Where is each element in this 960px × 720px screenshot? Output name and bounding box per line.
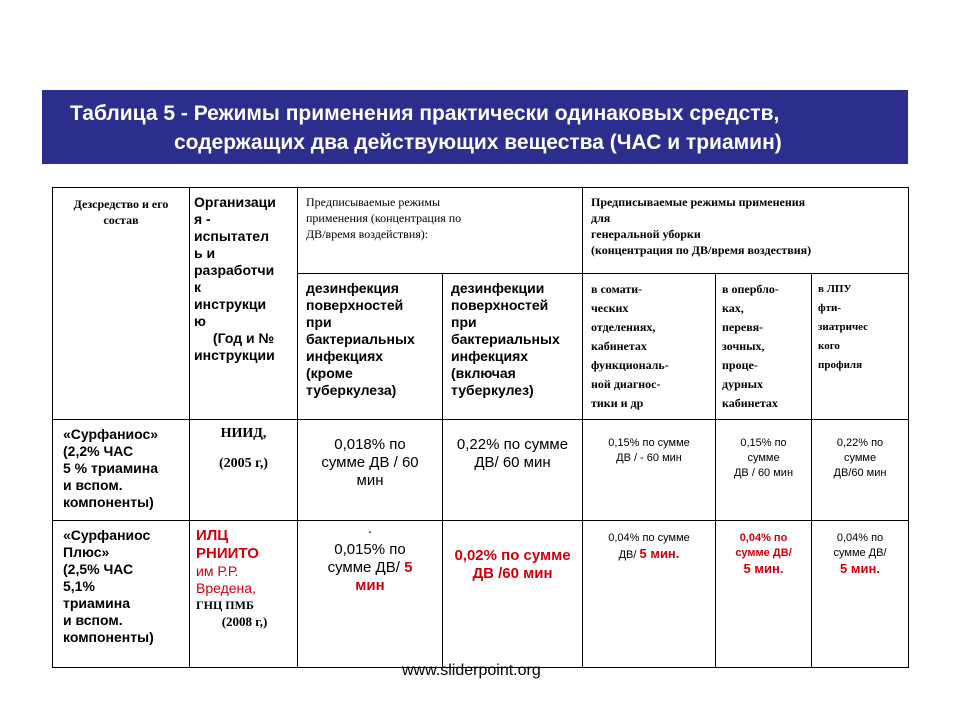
organization-cell [190,420,298,521]
header-sub-tb-facility [812,274,909,420]
regime-cell [443,521,583,668]
header-sub-line: дурных [722,377,764,391]
regime-line: 0,04% по [739,532,788,544]
instruction-year: (2008 г,) [221,614,268,629]
header-organization [190,188,298,420]
header-group-regimes [298,188,583,274]
header-sub-line: тики и др [591,396,644,410]
product-line: триамина [63,595,131,611]
header-group-line: для [591,211,611,225]
header-sub-line: при [451,314,477,330]
regime-cell [812,521,909,668]
organization-name: ГНЦ ПМБ [196,598,254,612]
header-sub-line: кого [818,340,840,352]
header-sub-line: профиля [818,359,863,371]
header-org-line: к [194,279,202,295]
organization-name: НИИД, [220,426,267,441]
header-product-label: Дезсредство и его состав [73,197,169,227]
regime-line: 0,15% по [740,437,787,449]
product-line: (2,5% ЧАС [63,561,134,577]
regime-line: ДВ/60 мин [833,467,887,479]
header-org-line: Организаци [194,194,276,210]
header-sub-line: (включая [451,365,516,381]
regime-line: ДВ/ [618,549,637,561]
header-sub-line: инфекциях [451,348,529,364]
organization-name: РНИИТО [196,545,259,562]
footer-website: www.sliderpoint.org [402,662,541,679]
product-cell [53,521,190,668]
regime-line: 0,04% по [836,532,884,544]
header-sub-line: ческих [591,301,629,315]
header-group-line: ДВ/время воздействия): [306,227,429,241]
product-line: 5 % триамина [63,460,159,476]
organization-name: Вредена, [196,580,256,596]
regimes-table [52,187,909,668]
header-sub-line: в оперблo- [722,282,779,296]
regime-line: 0,22% по [836,437,884,449]
header-sub-line: отделениях, [591,320,656,334]
header-product [53,188,190,420]
header-sub-line: поверхностей [451,297,549,313]
header-sub-line: перевя- [722,320,764,334]
product-line: и вспом. [63,612,123,628]
regime-line: сумме ДВ/ [327,559,400,576]
header-sub-line: ках, [722,301,744,315]
header-sub-line: кабинетах [722,396,778,410]
organization-name: ИЛЦ [196,527,229,544]
product-line: компоненты) [63,629,154,645]
header-sub-line: проце- [722,358,758,372]
header-org-line: испытател [194,228,269,244]
instruction-year: (2005 г,) [218,456,269,471]
product-line: Плюс» [63,544,110,560]
header-sub-line: ной диагнос- [591,377,661,391]
header-sub-line: при [306,314,332,330]
regime-line: 0,02% по сумме [454,547,571,564]
regime-highlight: 5 мин. [639,546,680,561]
header-sub-line: зиатричес [818,321,869,333]
header-sub-somatic [583,274,716,420]
regime-line: сумме [843,452,877,464]
regime-line: ДВ/ 60 мин [474,454,551,471]
header-sub-line: туберкулеза) [306,382,397,398]
header-sub-line: дезинфекция [306,280,399,296]
header-sub-line: в сомати- [591,282,643,296]
header-group-line: Предписываемые режимы применения [591,195,806,209]
header-sub-line: (кроме [306,365,353,381]
regime-line: сумме ДВ/ [735,547,792,559]
product-line: (2,2% ЧАС [63,443,134,459]
header-sub-surfaces-with-tb [443,274,583,420]
regime-cell [298,521,443,668]
header-sub-line: инфекциях [306,348,384,364]
header-org-line: я - [194,211,211,227]
product-cell [53,420,190,521]
header-sub-surfaces-no-tb [298,274,443,420]
regime-marker: · [367,523,373,540]
product-line: компоненты) [63,494,154,510]
regime-cell [812,420,909,521]
title-banner [42,90,908,164]
product-line: «Сурфаниос [63,527,151,543]
header-group-line: применения (концентрация по [306,211,462,225]
regime-line: мин [356,472,384,489]
header-group-line: Предписываемые режимы [306,195,441,209]
header-sub-line: функциональ- [591,358,669,372]
regime-highlight: 5 мин. [840,561,880,576]
table-row [53,420,909,521]
regime-cell [583,420,716,521]
header-sub-line: зочных, [722,339,765,353]
regime-line: 0,04% по сумме [608,532,690,544]
regime-line: сумме ДВ/ [833,547,887,559]
regime-line: 0,018% по [334,436,406,453]
regime-cell [583,521,716,668]
regime-line: сумме ДВ / 60 [321,454,419,471]
product-line: 5,1% [63,578,95,594]
title-line-2: содержащих два действующих вещества (ЧАС и триамин) [174,131,782,154]
header-group-general-cleaning [583,188,909,274]
regime-line: ДВ / - 60 мин [616,452,682,464]
regime-line: сумме [747,452,780,464]
header-org-line: (Год и № [212,330,275,346]
header-sub-line: дезинфекции [451,280,545,296]
table-row [53,521,909,668]
regime-line: 5 мин. [743,561,784,576]
regime-cell [716,420,812,521]
header-org-line: ю [194,313,206,329]
regime-cell [298,420,443,521]
organization-cell [190,521,298,668]
regime-cell [443,420,583,521]
regime-line: ДВ / 60 мин [733,467,794,479]
regime-line: ДВ /60 мин [472,565,553,582]
header-org-line: разработчи [194,262,275,278]
regime-highlight: 5 [404,559,413,576]
header-sub-line: бактериальных [451,331,560,347]
header-sub-line: фти- [818,302,842,314]
header-sub-line: поверхностей [306,297,404,313]
header-org-line: инструкци [194,296,267,312]
header-sub-line: бактериальных [306,331,415,347]
header-org-line: ь и [194,245,216,261]
regime-highlight: мин [355,577,385,594]
header-sub-line: в ЛПУ [818,283,852,295]
regime-line: 0,22% по сумме [456,436,569,453]
header-row-1 [53,188,909,274]
header-group-line: генеральной уборки [591,227,701,241]
header-sub-line: туберкулез) [451,382,534,398]
regime-line: 0,015% по [334,541,406,558]
header-org-line: инструкции [194,347,275,363]
header-sub-operating [716,274,812,420]
title-line-1: Таблица 5 - Режимы применения практически одинаковых средств, [70,102,780,125]
regime-line: 0,15% по сумме [608,437,690,449]
organization-name: им Р.Р. [196,563,239,579]
product-line: и вспом. [63,477,123,493]
header-sub-line: кабинетах [591,339,647,353]
header-group-line: (концентрация по ДВ/время воздествия) [591,243,812,257]
product-line: «Сурфаниос» [63,426,159,442]
regime-cell [716,521,812,668]
